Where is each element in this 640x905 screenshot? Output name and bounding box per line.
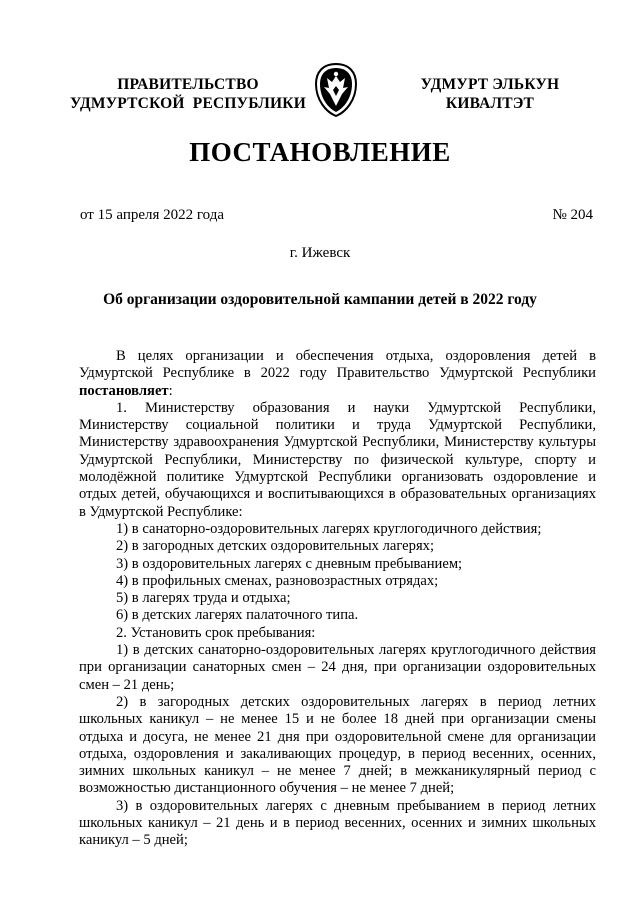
- document-subject: Об организации оздоровительной кампании детей в 2022 году: [103, 291, 537, 308]
- list-item: 1) в санаторно-оздоровительных лагерях круглогодичного действия;: [116, 520, 542, 537]
- list-item: 1) в детских санаторно-оздоровительных лагерях круглогодичного действия при организации санаторных смен – 24 дня, при организации оздоровительных смен – 21 день;: [79, 642, 596, 693]
- intro-resolves-word: постановляет: [79, 382, 169, 399]
- document-city: г. Ижевск: [289, 245, 351, 261]
- list-item: 2) в загородных детских оздоровительных лагерях в период летних школьных каникул – не менее 15 и не более 18 дней при организации смены отдыха и досуга, не менее 21 дня при оздоровительной смене для организации отдыха, оздоровления и закаливающих процедур, в период весенних, осенних, зимних школьных каникул – не менее 7 дней; в межканикулярный период с возможностью дистанционного обучения – не менее 7 дней;: [79, 693, 596, 797]
- list-item: 6) в детских лагерях палаточного типа.: [116, 607, 359, 624]
- document-date: от 15 апреля 2022 года: [80, 207, 225, 223]
- org-name-udmurt-line2: КИВАЛТЭТ: [445, 95, 535, 112]
- document-number: № 204: [552, 207, 593, 223]
- document-body: [79, 348, 596, 850]
- org-name-russian: [58, 75, 318, 113]
- org-name-russian-line2: УДМУРТСКОЙ РЕСПУБЛИКИ: [70, 95, 306, 112]
- paragraph-2: 2. Установить срок пребывания:: [116, 624, 316, 641]
- intro-paragraph: [79, 348, 596, 400]
- list-item: 5) в лагерях труда и отдыха;: [116, 590, 291, 607]
- org-name-udmurt-line1: УДМУРТ ЭЛЬКУН: [420, 76, 560, 93]
- list-item: 3) в оздоровительных лагерях с дневным пребыванием;: [116, 555, 463, 572]
- list-item: 4) в профильных сменах, разновозрастных отрядах;: [116, 572, 439, 589]
- paragraph-1: 1. Министерству образования и науки Удмуртской Республики, Министерству социальной политики и труда Удмуртской Республики, Министерству здравоохранения Удмуртской Республики, Министерству культуры Удмуртской Республики, Министерству по физической культуре, спорту и молодёжной политике Удмуртской Республики организовать оздоровление и отдых детей, обучающихся и воспитывающихся в образовательных организациях в Удмуртской Республике:: [79, 399, 596, 520]
- intro-text: В целях организации и обеспечения отдыха, оздоровления детей в Удмуртской Республике в 2022 году Правительство Удмуртской Республики: [79, 348, 596, 382]
- list-item: 2) в загородных детских оздоровительных лагерях;: [116, 538, 435, 555]
- document-type-title: ПОСТАНОВЛЕНИЕ: [189, 137, 451, 167]
- udmurt-coat-of-arms-icon: [313, 62, 359, 118]
- list-item: 3) в оздоровительных лагерях с дневным пребыванием в период летних школьных каникул – 21 день и в период весенних, осенних и зимних школьных каникул – 5 дней;: [79, 797, 596, 849]
- org-name-russian-line1: ПРАВИТЕЛЬСТВО: [117, 76, 259, 93]
- org-name-udmurt: [395, 75, 585, 113]
- intro-colon: :: [168, 382, 173, 399]
